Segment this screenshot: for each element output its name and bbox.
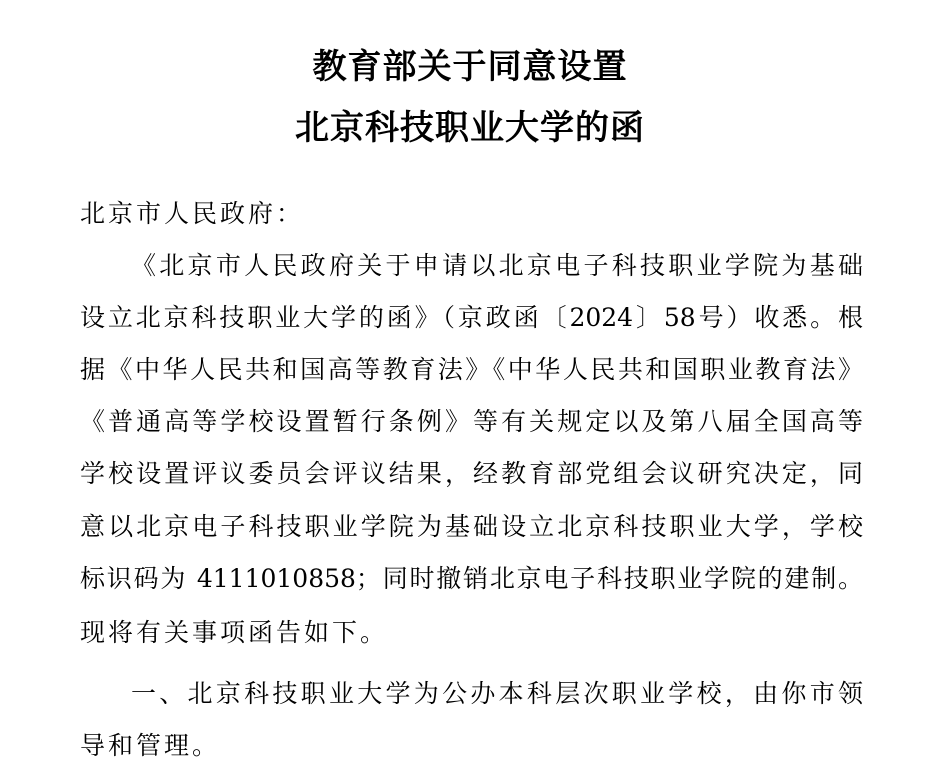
document-title-line-1: 教育部关于同意设置 xyxy=(312,47,628,87)
body-line: 《北京市人民政府关于申请以北京电子科技职业学院为基础 xyxy=(131,251,863,280)
body-line: 意以北京电子科技职业学院为基础设立北京科技职业大学，学校 xyxy=(80,512,863,541)
body-line: 据《中华人民共和国高等教育法》《中华人民共和国职业教育法》 xyxy=(80,355,863,384)
salutation: 北京市人民政府： xyxy=(80,199,305,228)
section-one-line: 导和管理。 xyxy=(80,731,221,760)
body-line: 现将有关事项函告如下。 xyxy=(80,618,389,647)
body-line: 《普通高等学校设置暂行条例》等有关规定以及第八届全国高等 xyxy=(80,407,863,436)
body-line: 标识码为 4111010858；同时撤销北京电子科技职业学院的建制。 xyxy=(80,564,863,593)
body-line: 学校设置评议委员会评议结果，经教育部党组会议研究决定，同 xyxy=(80,459,863,488)
section-one-line: 一、北京科技职业大学为公办本科层次职业学校，由你市领 xyxy=(131,679,863,708)
body-line: 设立北京科技职业大学的函》（京政函〔2024〕58号）收悉。根 xyxy=(80,303,863,332)
document-title-line-2: 北京科技职业大学的函 xyxy=(295,108,645,148)
